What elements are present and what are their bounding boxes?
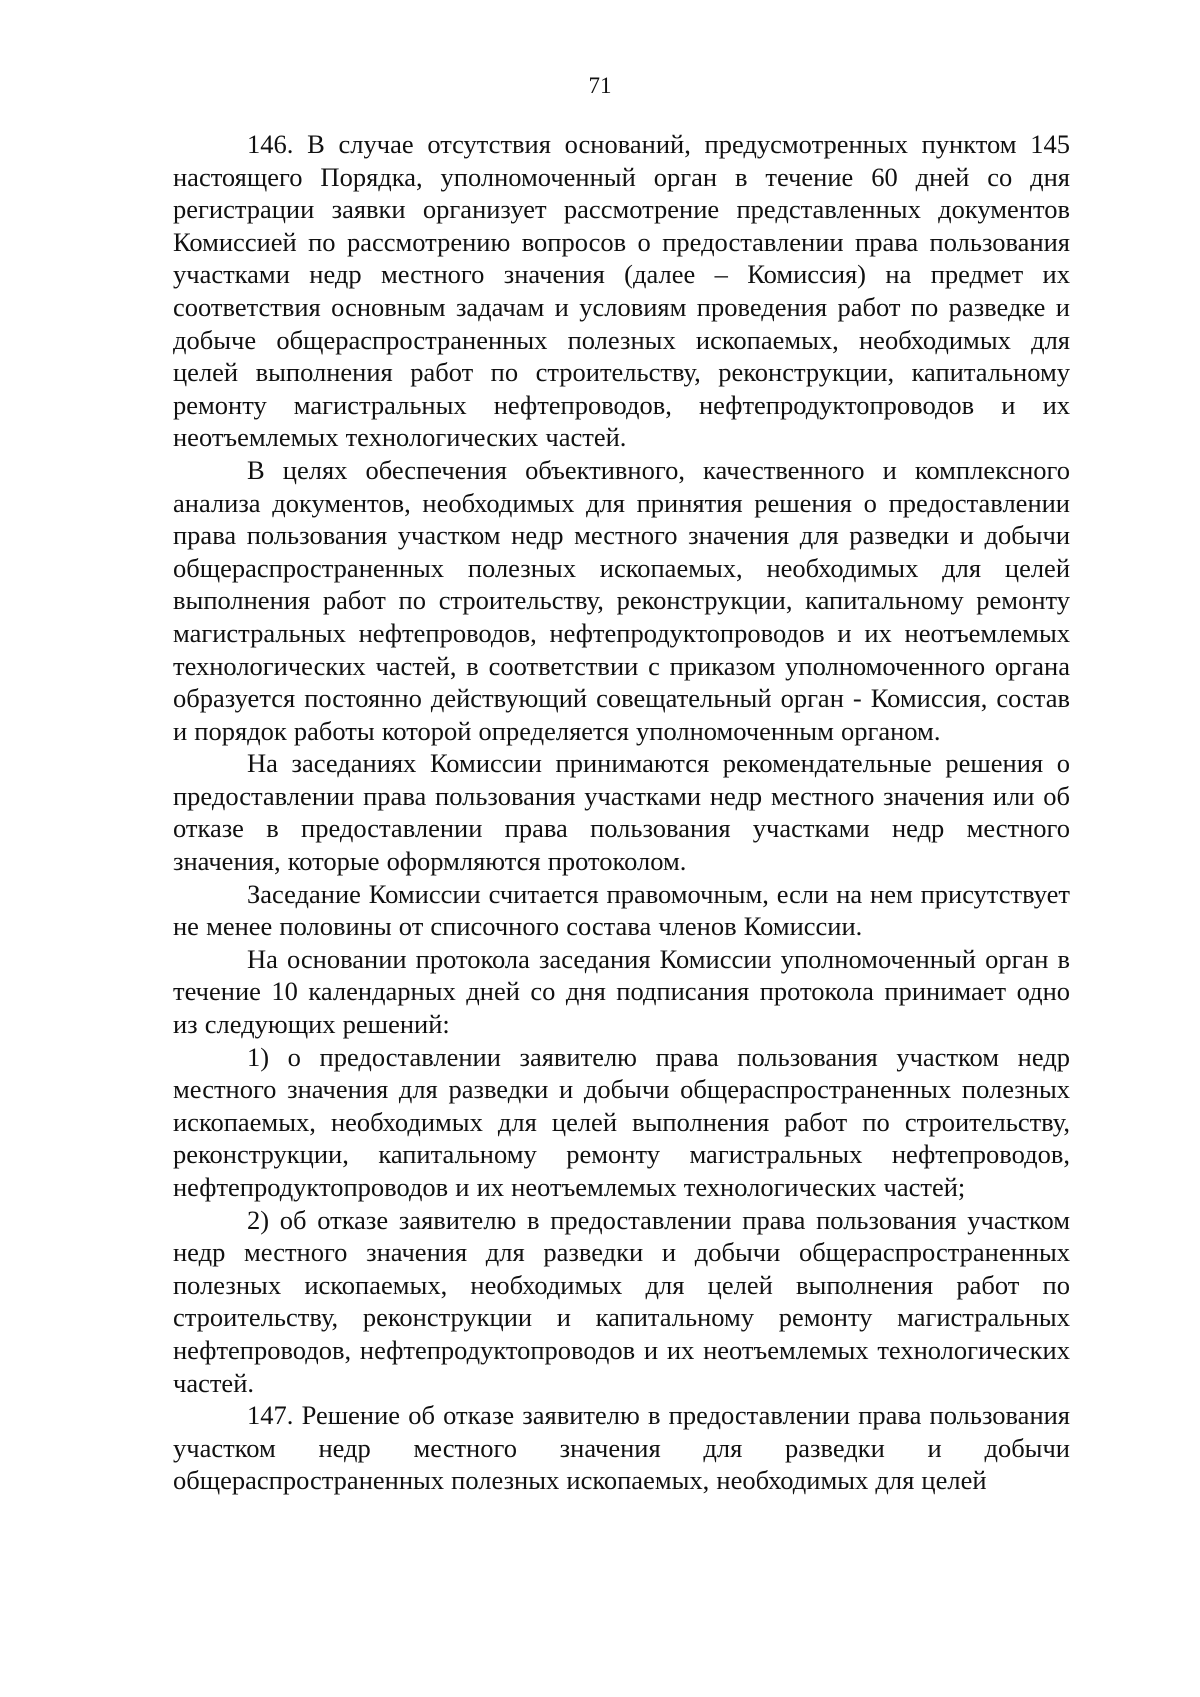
paragraph-146: 146. В случае отсутствия оснований, предусмотренных пунктом 145 настоящего Порядка, уполномоченный орган в течение 60 дней со дня регистрации заявки организует рассмотрение представленных документов Комиссией по рассмотрению вопросов о предоставлении права пользования участками недр местного значения (далее – Комиссия) на предмет их соответствия основным задачам и условиям проведения работ по разведке и добыче общераспространенных полезных ископаемых, необходимых для целей выполнения работ по строительству, реконструкции, капитальному ремонту магистральных нефтепроводов, нефтепродуктопроводов и их неотъемлемых технологических частей. [173, 129, 1070, 453]
document-body [173, 128, 1070, 1497]
paragraph-quorum: Заседание Комиссии считается правомочным, если на нем присутствует не менее половины от списочного состава членов Комиссии. [173, 878, 1070, 942]
paragraph-commission-decisions: На заседаниях Комиссии принимаются рекомендательные решения о предоставлении права пользования участками недр местного значения или об отказе в предоставлении права пользования участками недр местного значения, которые оформляются протоколом. [173, 748, 1070, 877]
list-item-2-refusal: 2) об отказе заявителю в предоставлении права пользования участком недр местного значения для разведки и добычи общераспространенных полезных ископаемых, необходимых для целей выполнения работ по строительству, реконструкции и капитальному ремонту магистральных нефтепроводов, нефтепродуктопроводов и их неотъемлемых технологических частей. [173, 1204, 1070, 1398]
paragraph-147: 147. Решение об отказе заявителю в предоставлении права пользования участком недр местного значения для разведки и добычи общераспространенных полезных ископаемых, необходимых для целей [173, 1400, 1070, 1496]
paragraph-commission-purpose: В целях обеспечения объективного, качественного и комплексного анализа документов, необходимых для принятия решения о предоставлении права пользования участком недр местного значения для разведки и добычи общераспространенных полезных ископаемых, необходимых для целей выполнения работ по строительству, реконструкции, капитальному ремонту магистральных нефтепроводов, нефтепродуктопроводов и их неотъемлемых технологических частей, в соответствии с приказом уполномоченного органа образуется постоянно действующий совещательный орган - Комиссия, состав и порядок работы которой определяется уполномоченным органом. [173, 454, 1070, 746]
page-number: 71 [588, 73, 612, 98]
list-item-1-grant: 1) о предоставлении заявителю права пользования участком недр местного значения для разведки и добычи общераспространенных полезных ископаемых, необходимых для целей выполнения работ по строительству, реконструкции, капитальному ремонту магистральных нефтепроводов, нефтепродуктопроводов и их неотъемлемых технологических частей; [173, 1041, 1070, 1202]
paragraph-protocol-basis: На основании протокола заседания Комиссии уполномоченный орган в течение 10 календарных дней со дня подписания протокола принимает одно из следующих решений: [173, 943, 1070, 1040]
